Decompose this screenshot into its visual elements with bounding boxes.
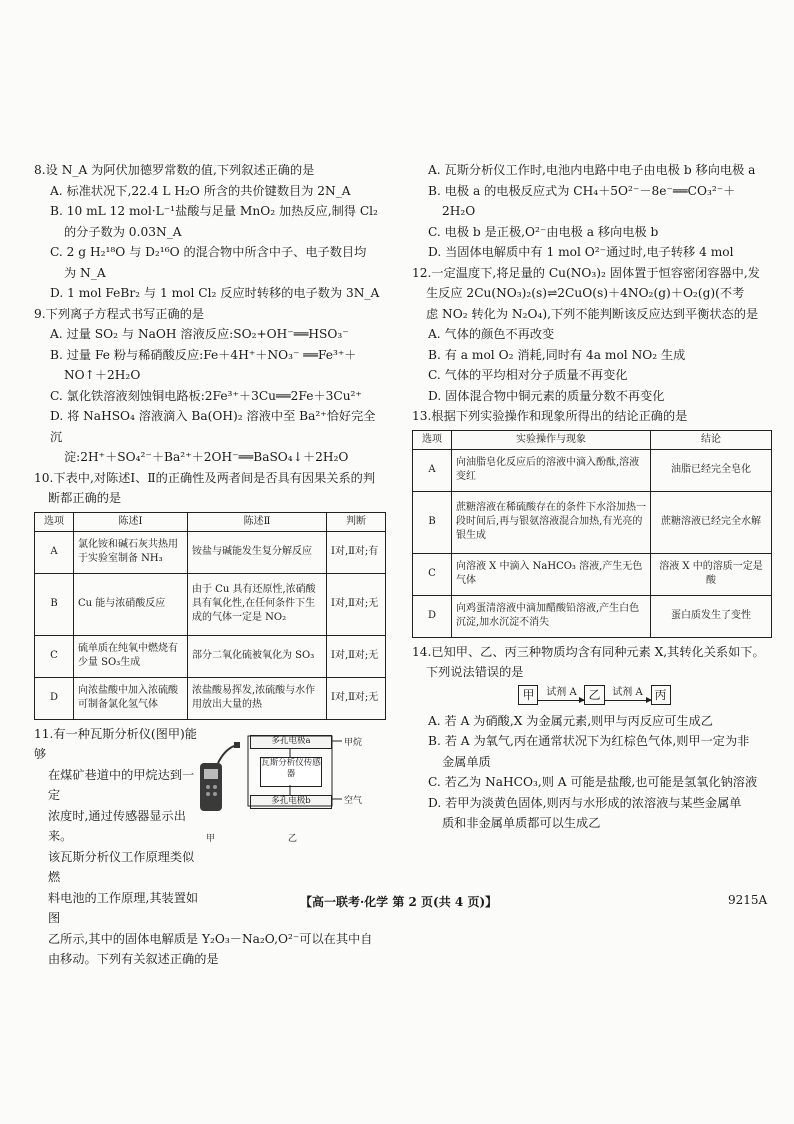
q14-option-d: D. 若甲为淡黄色固体,则丙与水形成的浓溶液与某些金属单 (428, 795, 742, 810)
table-row (413, 595, 772, 637)
q11-line: 料电池的工作原理,其装置如图 (48, 890, 199, 925)
figure-label-yi: 乙 (288, 834, 298, 844)
chain-reagent-1: 试剂 A (546, 687, 577, 698)
chain-node-jia: 甲 (518, 685, 538, 705)
table-row (413, 553, 772, 595)
q11-text (34, 724, 204, 929)
q11-line: 11.有一种瓦斯分析仪(图甲)能够 (34, 726, 197, 761)
q14-option-a: A. 若 A 为硝酸,X 为金属元素,则甲与丙反应可生成乙 (428, 713, 713, 728)
q9-option-d: D. 将 NaHSO₄ 溶液滴入 Ba(OH)₂ 溶液中至 Ba²⁺恰好完全沉 (50, 409, 376, 444)
q13-table (412, 430, 772, 638)
q11-option-a: A. 瓦斯分析仪工作时,电池内电路中电子由电极 b 移向电极 a (428, 163, 756, 177)
q12-option-a: A. 气体的颜色不再改变 (428, 327, 555, 341)
q9-option-b-cont: NO↑＋2H₂O (64, 368, 141, 382)
q11-option-b-cont: 2H₂O (442, 204, 476, 218)
table-cell: A (413, 449, 452, 491)
q9-option-d-cont: 淀:2H⁺＋SO₄²⁻＋Ba²⁺＋2OH⁻══BaSO₄↓＋2H₂O (64, 450, 349, 464)
table-row (413, 449, 772, 491)
table-header: 选项 (35, 512, 74, 531)
q11-option-c: C. 电极 b 是正极,O²⁻由电极 a 移向电极 b (428, 224, 659, 239)
table-cell: 部分二氧化硫被氧化为 SO₃ (188, 635, 327, 677)
table-cell: 向鸡蛋清溶液中滴加醋酸铅溶液,产生白色沉淀,加水沉淀不消失 (452, 595, 651, 637)
q10-table (34, 512, 386, 720)
q11-line: 在煤矿巷道中的甲烷达到一定 (48, 767, 195, 802)
table-cell: Cu 能与浓硝酸反应 (74, 573, 188, 635)
q8-option-a: A. 标准状况下,22.4 L H₂O 所含的共价键数目为 2N_A (50, 183, 351, 198)
table-cell: 向浓盐酸中加入浓硫酸可制备氯化氢气体 (74, 677, 188, 719)
table-cell: 溶液 X 中的溶质一定是酸 (651, 553, 772, 595)
chain-arrow-1 (538, 688, 584, 701)
q12-line: 生反应 2Cu(NO₃)₂(s)⇌2CuO(s)＋4NO₂(g)＋O₂(g)(不考 (426, 286, 745, 300)
conversion-chain (412, 685, 777, 705)
chain-node-yi: 乙 (584, 685, 604, 705)
gas-analyzer-device-icon (196, 741, 241, 826)
table-header: 判断 (327, 512, 386, 531)
table-cell: Ⅰ对,Ⅱ对;无 (327, 573, 386, 635)
q8-option-b: B. 10 mL 12 mol·L⁻¹盐酸与足量 MnO₂ 加热反应,制得 Cl₂ (50, 204, 378, 218)
table-cell: 铵盐与碱能发生复分解反应 (188, 531, 327, 573)
table-row (413, 491, 772, 553)
q11-line: 乙所示,其中的固体电解质是 Y₂O₃－Na₂O,O²⁻可以在其中自 (48, 931, 373, 946)
q11-option-d: D. 当固体电解质中有 1 mol O²⁻通过时,电子转移 4 mol (428, 245, 734, 259)
chain-arrow-2 (605, 688, 651, 701)
table-cell: 硫单质在纯氧中燃烧有少量 SO₃生成 (74, 635, 188, 677)
chain-node-bing: 丙 (651, 685, 671, 705)
table-cell: 浓盐酸易挥发,浓硫酸与水作用放出大量的热 (188, 677, 327, 719)
table-cell: B (413, 491, 452, 553)
arrow-right-icon (538, 700, 584, 701)
q8-option-d: D. 1 mol FeBr₂ 与 1 mol Cl₂ 反应时转移的电子数为 3N_A (50, 286, 380, 300)
table-cell: C (413, 553, 452, 595)
table-cell: 油脂已经完全皂化 (651, 449, 772, 491)
sensor-box: 瓦斯分析仪传感器 (260, 757, 322, 787)
q13-stem: 13.根据下列实验操作和现象所得出的结论正确的是 (412, 409, 688, 423)
table-cell: A (35, 531, 74, 573)
q14-option-d-cont: 质和非金属单质都可以生成乙 (442, 816, 601, 830)
q12-option-b: B. 有 a mol O₂ 消耗,同时有 4a mol NO₂ 生成 (428, 347, 686, 362)
table-header: 实验操作与现象 (452, 430, 651, 449)
table-cell: 向油脂皂化反应后的溶液中滴入酚酞,溶液变红 (452, 449, 651, 491)
table-cell: Ⅰ对,Ⅱ对;有 (327, 531, 386, 573)
air-label: 空气 (344, 796, 363, 806)
q12-line: 12.一定温度下,将足量的 Cu(NO₃)₂ 固体置于恒容密闭容器中,发 (412, 265, 760, 280)
q8-stem: 8.设 N_A 为阿伏加德罗常数的值,下列叙述正确的是 (34, 163, 315, 177)
electrode-b-box: 多孔电极b (250, 795, 332, 809)
figure-label-jia: 甲 (206, 834, 216, 844)
q14-line: 下列说法错误的是 (426, 665, 524, 679)
table-cell: 向溶液 X 中滴入 NaHCO₃ 溶液,产生无色气体 (452, 553, 651, 595)
table-row (35, 573, 386, 635)
table-header: 选项 (413, 430, 452, 449)
electrode-a-box: 多孔电极a (250, 735, 332, 749)
table-header: 陈述Ⅱ (188, 512, 327, 531)
right-column (412, 160, 777, 834)
table-cell: Ⅰ对,Ⅱ对;无 (327, 635, 386, 677)
table-row (35, 677, 386, 719)
table-cell: B (35, 573, 74, 635)
table-cell: Ⅰ对,Ⅱ对;无 (327, 677, 386, 719)
q14-option-b-cont: 金属单质 (442, 754, 491, 769)
q12-line: 虑 NO₂ 转化为 N₂O₄),下列不能判断该反应达到平衡状态的是 (426, 306, 759, 321)
q8-option-c: C. 2 g H₂¹⁸O 与 D₂¹⁶O 的混合物中所含中子、电子数目均 (50, 245, 367, 259)
table-header-row (413, 430, 772, 449)
table-header: 陈述Ⅰ (74, 512, 188, 531)
footer-page-info: 【高一联考·化学 第 2 页(共 4 页)】 (300, 895, 498, 909)
arrow-right-icon (605, 700, 651, 701)
q8-option-b-cont: 的分子数为 0.03N_A (64, 224, 182, 239)
q14-option-c: C. 若乙为 NaHCO₃,则 A 可能是盐酸,也可能是氢氧化钠溶液 (428, 775, 758, 789)
table-cell: 氯化铵和碱石灰共热用于实验室制备 NH₃ (74, 531, 188, 573)
table-cell: D (35, 677, 74, 719)
q9-option-a: A. 过量 SO₂ 与 NaOH 溶液反应:SO₂+OH⁻══HSO₃⁻ (50, 327, 349, 341)
table-cell: 由于 Cu 具有还原性,浓硝酸具有氧化性,在任何条件下生成的气体一定是 NO₂ (188, 573, 327, 635)
table-cell: 蔗糖溶液已经完全水解 (651, 491, 772, 553)
q10-stem: 10.下表中,对陈述Ⅰ、Ⅱ的正确性及两者间是否具有因果关系的判 (34, 470, 376, 485)
table-row (35, 531, 386, 573)
methane-label: 甲烷 (344, 738, 363, 748)
q10-stem-cont: 断都正确的是 (48, 491, 122, 505)
table-cell: C (35, 635, 74, 677)
q9-stem: 9.下列离子方程式书写正确的是 (34, 306, 205, 321)
q11-line: 该瓦斯分析仪工作原理类似燃 (48, 849, 195, 884)
q12-option-d: D. 固体混合物中铜元素的质量分数不再变化 (428, 388, 665, 403)
q9-option-b: B. 过量 Fe 粉与稀硝酸反应:Fe＋4H⁺＋NO₃⁻ ══Fe³⁺＋ (50, 347, 357, 362)
q14-option-b: B. 若 A 为氧气,丙在通常状况下为红棕色气体,则甲一定为非 (428, 734, 750, 748)
table-cell: 蔗糖溶液在稀硫酸存在的条件下水浴加热一段时间后,再与银氨溶液混合加热,有光亮的银生成 (452, 491, 651, 553)
gas-analyzer-figure (196, 735, 366, 865)
table-header: 结论 (651, 430, 772, 449)
q12-option-c: C. 气体的平均相对分子质量不再变化 (428, 368, 628, 382)
table-cell: D (413, 595, 452, 637)
q11-option-b: B. 电极 a 的电极反应式为 CH₄＋5O²⁻－8e⁻══CO₃²⁻＋ (428, 183, 736, 198)
table-row (35, 635, 386, 677)
footer-code: 9215A (728, 893, 768, 907)
q9-option-c: C. 氯化铁溶液刻蚀铜电路板:2Fe³⁺＋3Cu══2Fe＋3Cu²⁺ (50, 388, 362, 403)
q11-line: 由移动。下列有关叙述正确的是 (48, 952, 219, 966)
q11-line: 浓度时,通过传感器显示出来。 (48, 808, 186, 843)
q8-option-c-cont: 为 N_A (64, 265, 106, 280)
table-header-row (35, 512, 386, 531)
q14-line: 14.已知甲、乙、丙三种物质均含有同种元素 X,其转化关系如下。 (412, 644, 765, 659)
table-cell: 蛋白质发生了变性 (651, 595, 772, 637)
chain-reagent-2: 试剂 A (612, 687, 643, 698)
